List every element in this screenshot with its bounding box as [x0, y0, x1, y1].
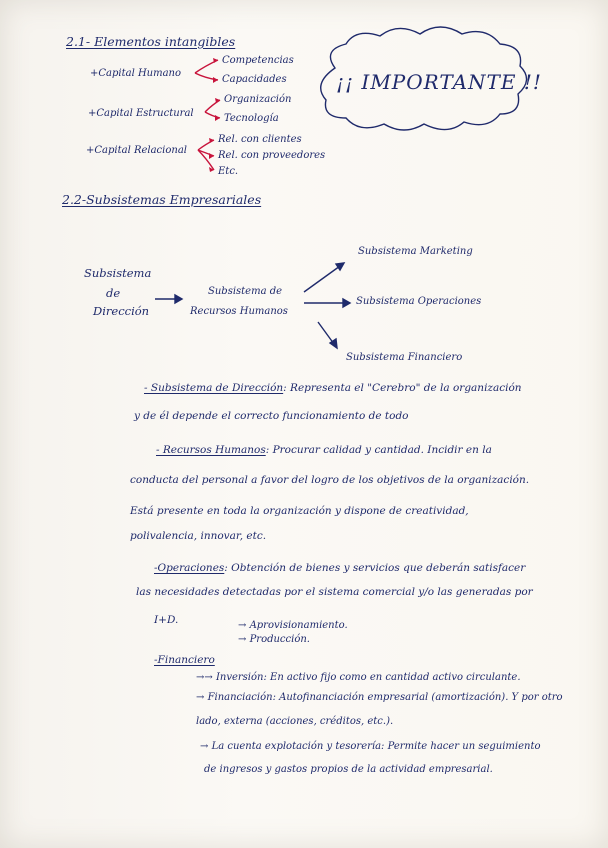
child-etc: Etc.: [218, 166, 239, 177]
diagram-right-operaciones: Subsistema Operaciones: [356, 296, 482, 307]
label-direccion: - Subsistema de Dirección: [144, 382, 284, 394]
diagram-center-l2: Recursos Humanos: [190, 306, 288, 317]
text-direccion-l1: : Representa el "Cerebro" de la organización: [283, 382, 522, 394]
diagram-left-l1: Subsistema: [84, 266, 152, 280]
text-fin-ingresos: de ingresos y gastos propios de la actividad empresarial.: [204, 764, 493, 775]
diagram-right-financiero: Subsistema Financiero: [346, 352, 463, 363]
item-capital-humano: +Capital Humano: [90, 68, 182, 79]
text-fin-externa: lado, externa (acciones, créditos, etc.).: [196, 716, 394, 727]
child-rel-clientes: Rel. con clientes: [218, 134, 302, 145]
oper-sub-aprovisionamiento: → Aprovisionamiento.: [238, 620, 348, 631]
label-operaciones: -Operaciones: [154, 562, 225, 574]
text-fin-cuenta: → La cuenta explotación y tesorería: Permite hacer un seguimiento: [200, 741, 541, 752]
text-rrhh-l2: conducta del personal a favor del logro de los objetivos de la organización.: [130, 474, 530, 486]
diagram-center-l1: Subsistema de: [208, 286, 283, 297]
diagram-right-marketing: Subsistema Marketing: [358, 246, 473, 257]
child-rel-proveedores: Rel. con proveedores: [218, 150, 326, 161]
oper-sub-produccion: → Producción.: [238, 634, 310, 645]
text-rrhh-l4: polivalencia, innovar, etc.: [130, 530, 267, 542]
item-capital-estructural: +Capital Estructural: [88, 108, 194, 119]
child-capacidades: Capacidades: [222, 74, 287, 85]
child-competencias: Competencias: [222, 55, 294, 66]
text-fin-inversion: →→ Inversión: En activo fijo como en cantidad activo circulante.: [196, 672, 521, 683]
text-oper-l1: : Obtención de bienes y servicios que deberán satisfacer: [224, 562, 526, 574]
text-rrhh-l3: Está presente en toda la organización y dispone de creatividad,: [130, 505, 469, 517]
child-tecnologia: Tecnología: [224, 113, 279, 124]
text-oper-l2: las necesidades detectadas por el sistema comercial y/o las generadas por: [136, 586, 533, 598]
child-organizacion: Organización: [224, 94, 292, 105]
diagram-left-l3: Dirección: [93, 304, 150, 318]
important-callout: ¡¡ IMPORTANTE !!: [336, 70, 542, 94]
label-financiero: -Financiero: [154, 654, 215, 666]
item-capital-relacional: +Capital Relacional: [86, 145, 187, 156]
section-title-2-2: 2.2-Subsistemas Empresariales: [62, 192, 262, 207]
text-direccion-l2: y de él depende el correcto funcionamiento de todo: [134, 410, 409, 422]
text-rrhh-l1: : Procurar calidad y cantidad. Incidir en la: [265, 444, 492, 456]
diagram-left-l2: de: [106, 286, 121, 300]
label-rrhh: - Recursos Humanos: [156, 444, 266, 456]
text-oper-l3: I+D.: [154, 614, 179, 626]
text-fin-financiacion: → Financiación: Autofinanciación empresarial (amortización). Y por otro: [196, 692, 563, 703]
section-title-2-1: 2.1- Elementos intangibles: [66, 34, 236, 49]
